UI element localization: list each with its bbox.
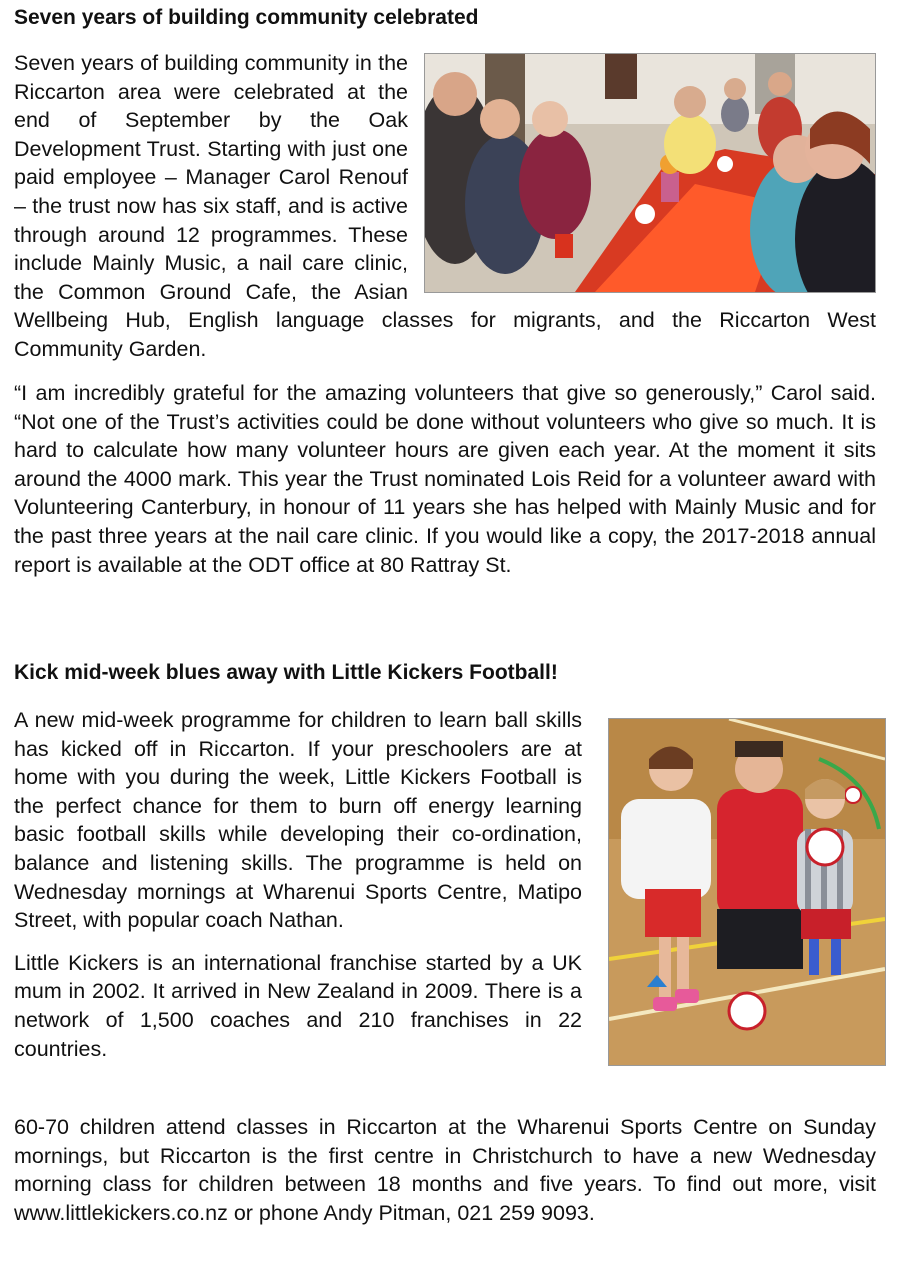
little-kickers-image: [609, 719, 885, 1065]
article-2-title: Kick mid-week blues away with Little Kickers Football!: [14, 661, 558, 684]
article-2-body-wrap: [14, 706, 886, 1074]
article-1-title: Seven years of building community celebrated: [14, 6, 479, 29]
community-celebration-photo: [424, 53, 876, 293]
article-1-paragraph-1: Seven years of building community in the Riccarton area were celebrated at the end of September by the Oak Development Trust. Starting with just one paid employee – Manager Carol Renouf – the trust now has six staff, and is active through around 12 programmes. These include Mainly Music, a nail care clinic, the Common Ground Cafe, the Asian Wellbeing Hub, English language classes for migrants, and the Riccarton West Community Garden.: [14, 51, 876, 361]
article-2-paragraph-3: 60-70 children attend classes in Riccarton at the Wharenui Sports Centre on Sunday mornings, but Riccarton is the first centre in Christchurch to have a new Wednesday morning class for children between 18 months and five years. To find out more, visit www.littlekickers.co.nz or phone Andy Pitman, 021 259 9093.: [14, 1115, 876, 1225]
article-1-paragraph-2: “I am incredibly grateful for the amazing volunteers that give so generously,” Carol said. “Not one of the Trust’s activities could be done without volunteers who give so much. It is hard to calculate how many volunteer hours are given each year. At the moment it sits around the 4000 mark. This year the Trust nominated Lois Reid for a volunteer award with Volunteering Canterbury, in honour of 11 years she has helped with Mainly Music and for the past three years at the nail care clinic. If you would like a copy, the 2017-2018 annual report is available at the ODT office at 80 Rattray St.: [14, 381, 876, 577]
community-celebration-image: [425, 54, 875, 292]
little-kickers-photo: [608, 718, 886, 1066]
article-2-paragraph-1: A new mid-week programme for children to learn ball skills has kicked off in Riccarton. If your preschoolers are at home with you during the week, Little Kickers Football is the perfect chance for them to burn off energy learning basic football skills while developing their co-ordination, balance and listening skills. The programme is held on Wednesday mornings at Wharenui Sports Centre, Matipo Street, with popular coach Nathan.: [14, 708, 582, 933]
article-2-paragraph-2: Little Kickers is an international franchise started by a UK mum in 2002. It arrived in New Zealand in 2009. There is a network of 1,500 coaches and 210 franchises in 22 countries.: [14, 950, 582, 1061]
article-1-body-wrap: [14, 49, 876, 364]
